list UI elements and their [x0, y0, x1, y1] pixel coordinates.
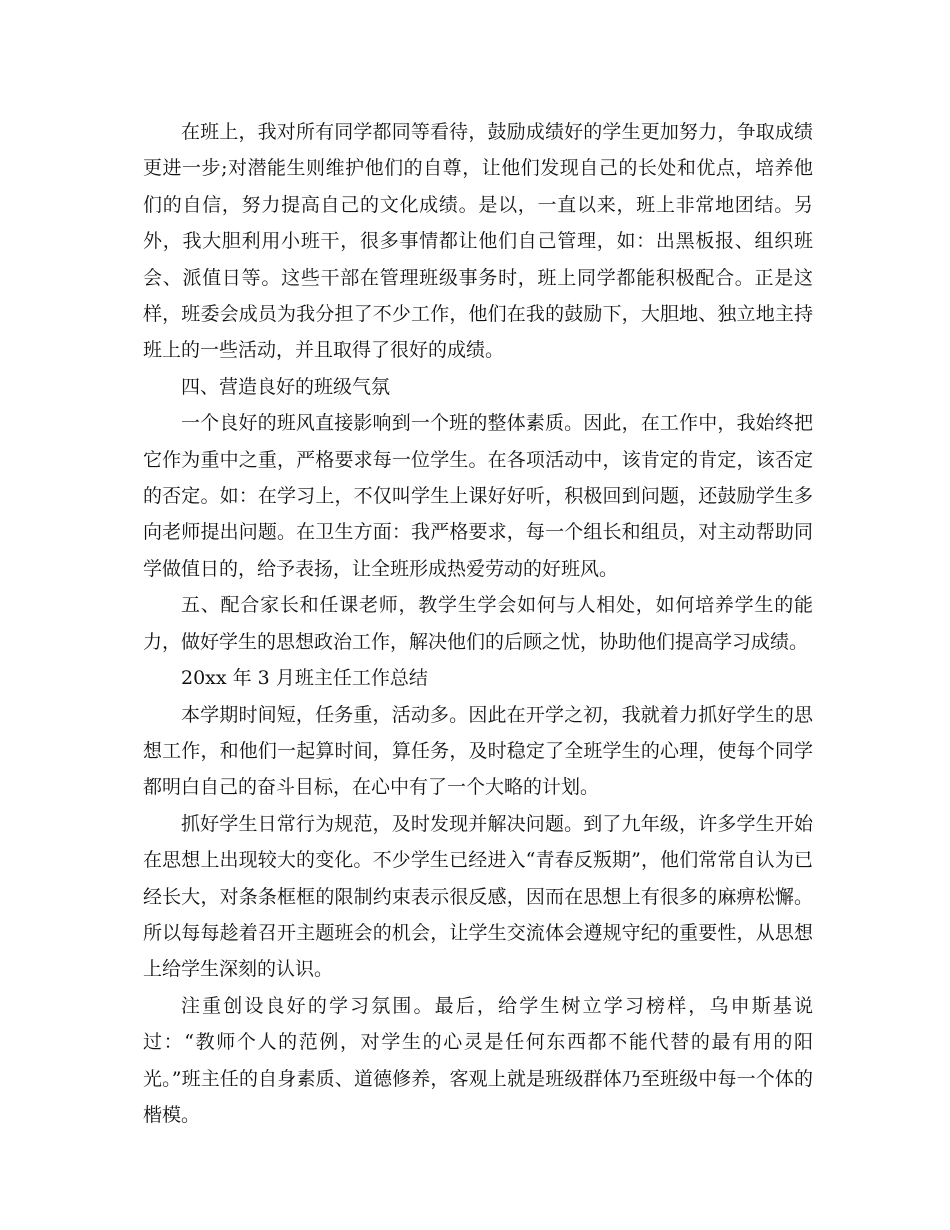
paragraph-semester-overview: 本学期时间短，任务重，活动多。因此在开学之初，我就着力抓好学生的思想工作，和他们一起算时间，算任务，及时稳定了全班学生的心理，使每个同学都明白自己的奋斗目标，在心中有了一个大略的计划。: [143, 703, 813, 799]
paragraph-parents-teachers: 五、配合家长和任课老师，教学生学会如何与人相处，如何培养学生的能力，做好学生的思想政治工作，解决他们的后顾之忧，协助他们提高学习成绩。: [143, 594, 813, 653]
paragraph-class-style: 一个良好的班风直接影响到一个班的整体素质。因此，在工作中，我始终把它作为重中之重，严格要求每一位学生。在各项活动中，该肯定的肯定，该否定的否定。如：在学习上，不仅叫学生上课好好听，积极回到问题，还鼓励学生多向老师提出问题。在卫生方面：我严格要求，每一个组长和组员，对主动帮助同学做值日的，给予表扬，让全班形成热爱劳动的好班风。: [143, 412, 813, 580]
paragraph-class-equality: 在班上，我对所有同学都同等看待，鼓励成绩好的学生更加努力，争取成绩更进一步;对潜能生则维护他们的自尊，让他们发现自己的长处和优点，培养他们的自信，努力提高自己的文化成绩。是以，一直以来，班上非常地团结。另外，我大胆利用小班干，很多事情都让他们自己管理，如：出黑板报、组织班会、派值日等。这些干部在管理班级事务时，班上同学都能积极配合。正是这样，班委会成员为我分担了不少工作，他们在我的鼓励下，大胆地、独立地主持班上的一些活动，并且取得了很好的成绩。: [143, 121, 813, 362]
document-body: [143, 114, 813, 1133]
paragraph-learning-atmosphere: 注重创设良好的学习氛围。最后，给学生树立学习榜样，乌申斯基说过：“教师个人的范例，对学生的心灵是任何东西都不能代替的最有用的阳光。”班主任的自身素质、道德修养，客观上就是班级群体乃至班级中每一个体的楷模。: [143, 994, 813, 1126]
paragraph-behavior-norms: 抓好学生日常行为规范，及时发现并解决问题。到了九年级，许多学生开始在思想上出现较大的变化。不少学生已经进入“青春反叛期”，他们常常自认为已经长大，对条条框框的限制约束表示很反感，因而在思想上有很多的麻痹松懈。所以每每趁着召开主题班会的机会，让学生交流体会遵规守纪的重要性，从思想上给学生深刻的认识。: [143, 812, 813, 981]
heading-class-atmosphere: 四、营造良好的班级气氛: [181, 375, 391, 398]
heading-march-summary: 20xx 年 3 月班主任工作总结: [181, 667, 428, 690]
